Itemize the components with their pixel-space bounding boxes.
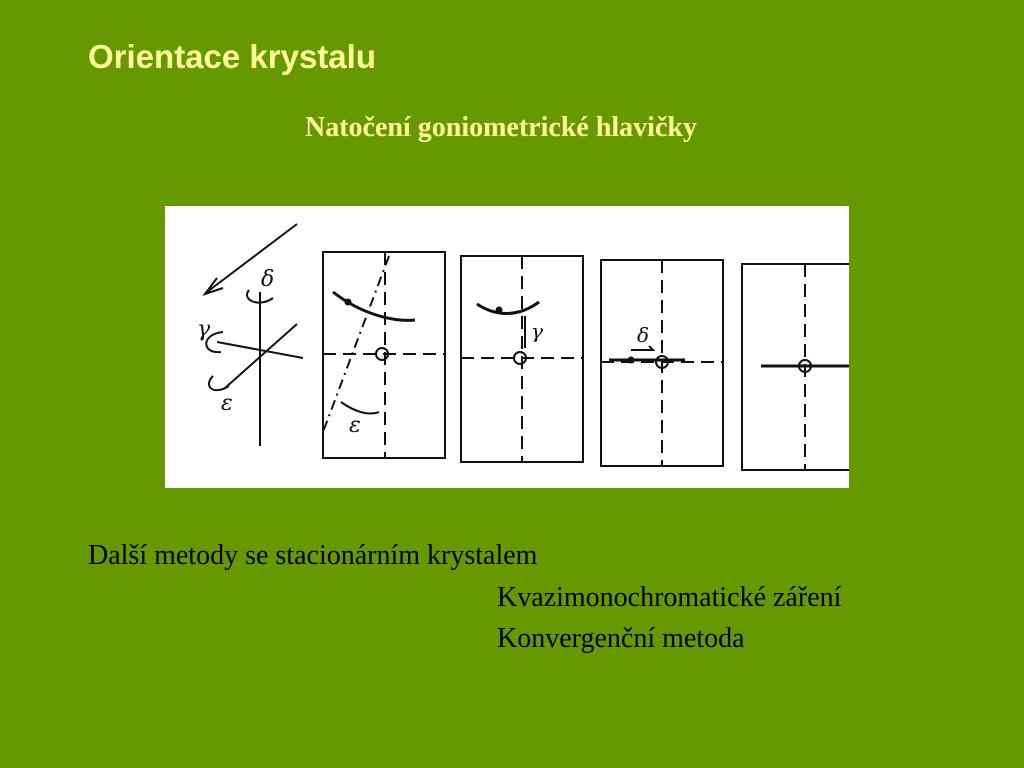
epsilon-symbol: ε (221, 391, 233, 416)
arc-dot (345, 299, 352, 306)
delta-symbol: δ (261, 267, 275, 292)
panel-gamma (461, 256, 583, 462)
panel-epsilon (323, 252, 445, 458)
delta-label: δ (637, 323, 650, 347)
gamma-symbol: γ (197, 317, 211, 342)
tilted-axis (323, 256, 389, 432)
text-line-3: Konvergenční metoda (497, 623, 745, 654)
text-line-1: Další metody se stacionárním krystalem (88, 540, 538, 571)
slide-title: Orientace krystalu (88, 38, 376, 75)
text-line-2: Kvazimonochromatické záření (497, 582, 842, 613)
crystal-arc (477, 302, 539, 314)
epsilon-angle-arc (341, 402, 379, 414)
line-dot (628, 357, 635, 364)
slide-subtitle: Natočení goniometrické hlavičky (305, 112, 697, 143)
panel-aligned (742, 264, 849, 470)
epsilon-rotation-arrow (209, 376, 229, 390)
arc-dot (496, 307, 503, 314)
epsilon-label: ε (349, 413, 361, 438)
goniometer-diagram-svg (165, 206, 849, 488)
axes-sketch (197, 224, 303, 446)
goniometer-head-diagram (165, 206, 849, 488)
panel-delta (601, 260, 723, 466)
beam-arrow-line (207, 224, 297, 292)
crystal-arc (333, 292, 415, 320)
gamma-label: γ (531, 319, 543, 343)
